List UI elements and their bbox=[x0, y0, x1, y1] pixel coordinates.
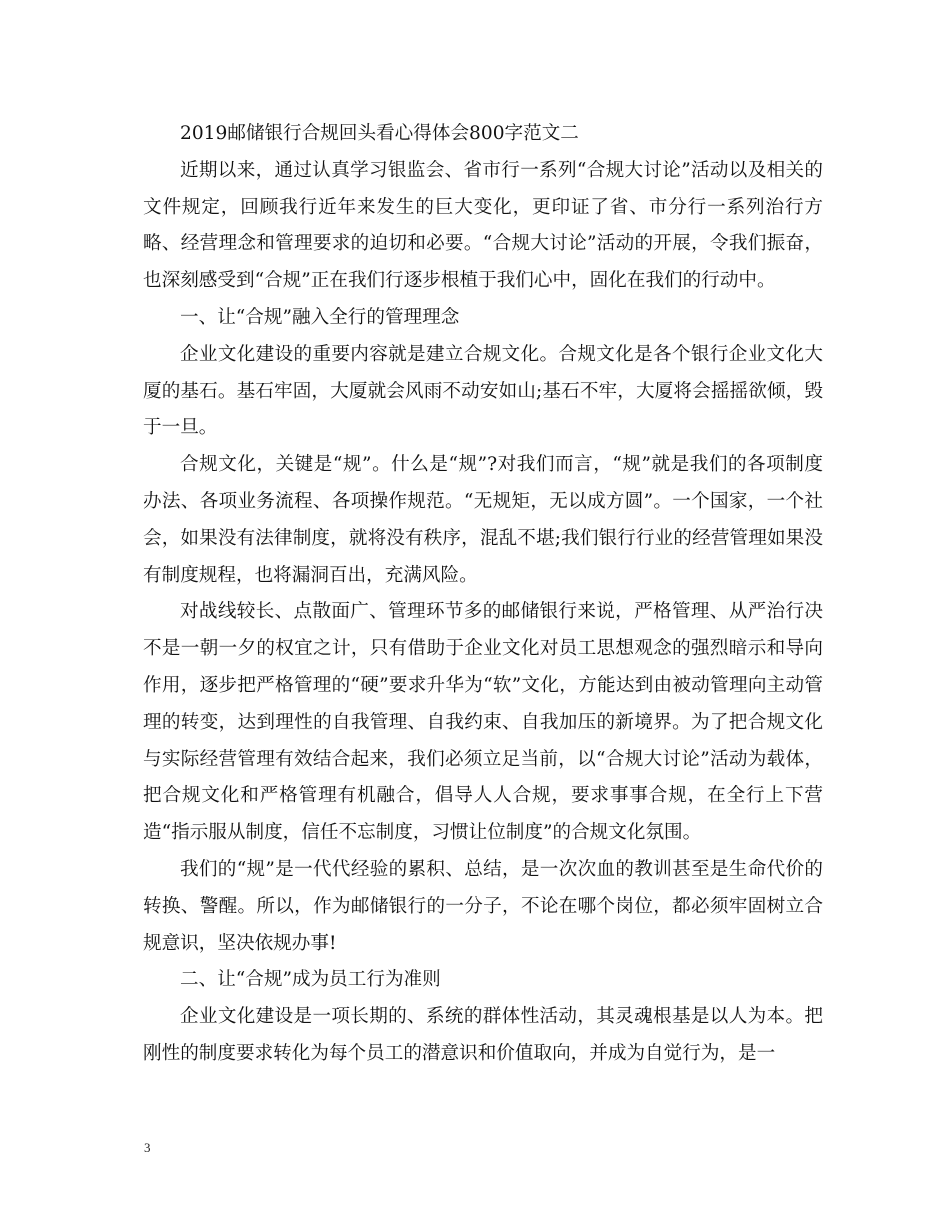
paragraph-intro: 近期以来，通过认真学习银监会、省市行一系列“合规大讨论”活动以及相关的文件规定，回顾我行近年来发生的巨大变化，更印证了省、市分行一系列治行方略、经营理念和管理要求的迫切和必要。“合规大讨论”活动的开展，令我们振奋，也深刻感受到“合规”正在我们行逐步根植于我们心中，固化在我们的行动中。 bbox=[143, 159, 823, 292]
section-heading-2: 二、让“合规”成为员工行为准则 bbox=[180, 969, 441, 991]
page-number: 3 bbox=[144, 1140, 151, 1155]
paragraph: 合规文化，关键是“规”。什么是“规”?对我们而言，“规”就是我们的各项制度办法、各项业务流程、各项操作规范。“无规矩，无以成方圆”。一个国家，一个社会，如果没有法律制度，就将没有秩序，混乱不堪;我们银行行业的经营管理如果没有制度规程，也将漏洞百出，充满风险。 bbox=[143, 454, 823, 586]
document-title: 2019邮储银行合规回头看心得体会800字范文二 bbox=[180, 123, 579, 144]
paragraph: 企业文化建设是一项长期的、系统的群体性活动，其灵魂根基是以人为本。把刚性的制度要求转化为每个员工的潜意识和价值取向，并成为自觉行为，是一 bbox=[143, 1006, 823, 1064]
section-heading-1: 一、让“合规”融入全行的管理理念 bbox=[180, 306, 460, 328]
document-page bbox=[143, 116, 823, 1073]
paragraph: 对战线较长、点散面广、管理环节多的邮储银行来说，严格管理、从严治行决不是一朝一夕的权宜之计，只有借助于企业文化对员工思想观念的强烈暗示和导向作用，逐步把严格管理的“硬”要求升华为“软”文化，方能达到由被动管理向主动管理的转变，达到理性的自我管理、自我约束、自我加压的新境界。为了把合规文化与实际经营管理有效结合起来，我们必须立足当前，以“合规大讨论”活动为载体，把合规文化和严格管理有机融合，倡导人人合规，要求事事合规，在全行上下营造“指示服从制度，信任不忘制度，习惯让位制度”的合规文化氛围。 bbox=[143, 601, 823, 844]
paragraph: 我们的“规”是一代代经验的累积、总结，是一次次血的教训甚至是生命代价的转换、警醒。所以，作为邮储银行的一分子，不论在哪个岗位，都必须牢固树立合规意识，坚决依规办事! bbox=[143, 858, 823, 954]
paragraph: 企业文化建设的重要内容就是建立合规文化。合规文化是各个银行企业文化大厦的基石。基石牢固，大厦就会风雨不动安如山;基石不牢，大厦将会摇摇欲倾，毁于一旦。 bbox=[143, 343, 823, 439]
